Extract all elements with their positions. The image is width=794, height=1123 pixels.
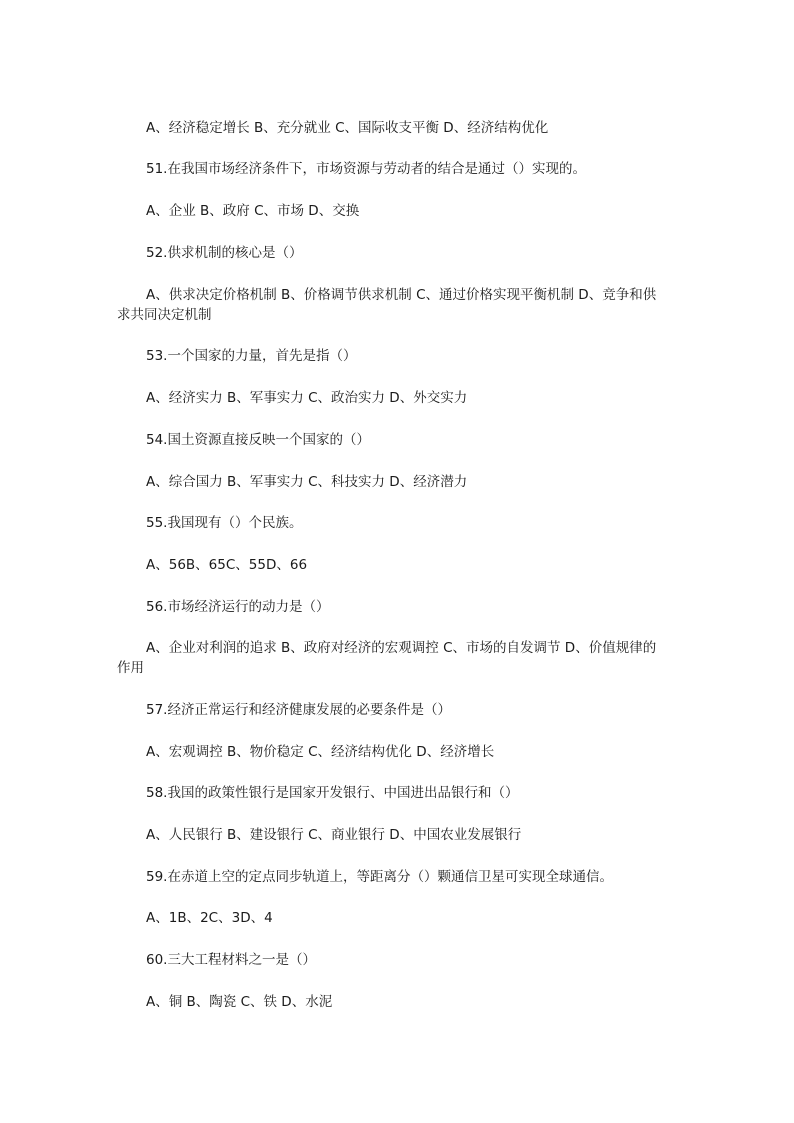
question-52: 52.供求机制的核心是（） [146, 245, 303, 261]
answer-options-56: A、企业对利润的追求 B、政府对经济的宏观调控 C、市场的自发调节 D、价值规律的 [146, 640, 657, 656]
question-58: 58.我国的政策性银行是国家开发银行、中国进出品银行和（） [146, 785, 519, 801]
question-56: 56.市场经济运行的动力是（） [146, 599, 330, 615]
answer-options-51: A、企业 B、政府 C、市场 D、交换 [146, 203, 360, 219]
answer-options-56-continued: 作用 [117, 660, 144, 676]
answer-options-52-continued: 求共同决定机制 [117, 307, 212, 323]
answer-options-57: A、宏观调控 B、物价稳定 C、经济结构优化 D、经济增长 [146, 744, 495, 760]
question-60: 60.三大工程材料之一是（） [146, 952, 316, 968]
question-59: 59.在赤道上空的定点同步轨道上，等距离分（）颗通信卫星可实现全球通信。 [146, 869, 613, 885]
question-55: 55.我国现有（）个民族。 [146, 515, 303, 531]
question-54: 54.国土资源直接反映一个国家的（） [146, 432, 370, 448]
answer-options-50: A、经济稳定增长 B、充分就业 C、国际收支平衡 D、经济结构优化 [146, 120, 549, 136]
answer-options-60: A、铜 B、陶瓷 C、铁 D、水泥 [146, 994, 333, 1010]
question-57: 57.经济正常运行和经济健康发展的必要条件是（） [146, 702, 451, 718]
answer-options-59: A、1B、2C、3D、4 [146, 910, 273, 926]
question-51: 51.在我国市场经济条件下，市场资源与劳动者的结合是通过（）实现的。 [146, 161, 586, 177]
answer-options-53: A、经济实力 B、军事实力 C、政治实力 D、外交实力 [146, 390, 468, 406]
answer-options-58: A、人民银行 B、建设银行 C、商业银行 D、中国农业发展银行 [146, 827, 522, 843]
answer-options-52: A、供求决定价格机制 B、价格调节供求机制 C、通过价格实现平衡机制 D、竞争和供 [146, 287, 657, 303]
answer-options-55: A、56B、65C、55D、66 [146, 557, 308, 573]
question-53: 53.一个国家的力量，首先是指（） [146, 348, 357, 364]
answer-options-54: A、综合国力 B、军事实力 C、科技实力 D、经济潜力 [146, 474, 468, 490]
